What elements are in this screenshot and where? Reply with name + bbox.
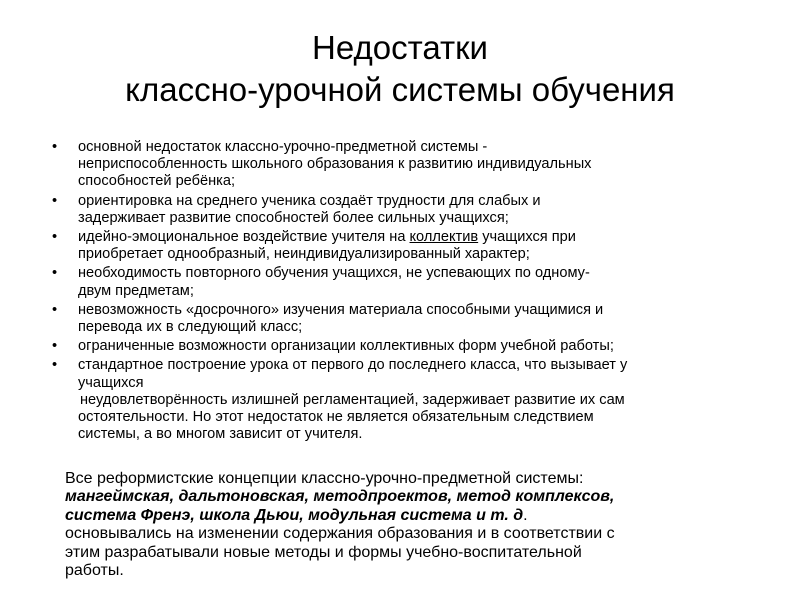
bullet-text: необходимость повторного обучения учащихся, не успевающих по одному- bbox=[78, 265, 590, 282]
page-title bbox=[0, 27, 800, 111]
summary-paragraph bbox=[65, 470, 765, 580]
bullet-text: приобретает однообразный, неиндивидуализированный характер; bbox=[78, 246, 530, 263]
bullet-list bbox=[52, 139, 752, 445]
summary-text: Все реформистские концепции классно-урочно-предметной системы: bbox=[65, 470, 584, 487]
bullet-icon: • bbox=[52, 338, 58, 355]
bullet-text: стандартное построение урока от первого до последнего класса, что вызывает у bbox=[78, 357, 628, 374]
bullet-text: задерживает развитие способностей более сильных учащихся; bbox=[78, 209, 509, 226]
summary-text-part: . bbox=[523, 506, 528, 524]
bullet-text: системы, а во многом зависит от учителя. bbox=[78, 426, 363, 443]
list-item bbox=[52, 265, 752, 299]
bullet-text: ограниченные возможности организации коллективных форм учебной работы; bbox=[78, 338, 614, 355]
bullet-icon: • bbox=[52, 139, 58, 155]
list-item bbox=[52, 302, 752, 336]
bullet-text: двум предметам; bbox=[78, 282, 194, 299]
list-item bbox=[52, 229, 752, 263]
title-line-1: Недостатки bbox=[312, 29, 488, 66]
summary-concepts: мангеймская, дальтоновская, методпроектов, метод комплексов, bbox=[65, 488, 615, 506]
bullet-text: способностей ребёнка; bbox=[78, 173, 236, 190]
title-line-2: классно-урочной системы обучения bbox=[125, 71, 675, 108]
bullet-text: неудовлетворённость излишней регламентацией, задерживает развитие их сам bbox=[80, 391, 625, 408]
summary-text: этим разрабатывали новые методы и формы учебно-воспитательной bbox=[65, 543, 582, 561]
bullet-icon: • bbox=[52, 301, 58, 318]
summary-concepts: система Френэ, школа Дьюи, модульная система и т. д bbox=[65, 506, 524, 524]
bullet-text bbox=[78, 229, 752, 246]
list-item bbox=[52, 357, 752, 443]
bullet-icon: • bbox=[52, 192, 58, 209]
list-item bbox=[52, 338, 752, 355]
bullet-icon: • bbox=[52, 357, 58, 374]
bullet-text: учащихся bbox=[78, 374, 144, 391]
bullet-icon: • bbox=[52, 229, 58, 246]
bullet-text-part: учащихся при bbox=[478, 229, 576, 246]
summary-text: работы. bbox=[65, 562, 124, 580]
bullet-text: остоятельности. Но этот недостаток не является обязательным следствием bbox=[78, 409, 594, 426]
bullet-text: перевода их в следующий класс; bbox=[78, 319, 303, 336]
collective-link[interactable]: коллектив bbox=[409, 229, 479, 246]
bullet-icon: • bbox=[52, 265, 58, 282]
bullet-text-part: идейно-эмоциональное воздействие учителя на bbox=[78, 229, 410, 246]
summary-text: основывались на изменении содержания образования и в соответствии с bbox=[65, 525, 615, 543]
summary-concepts-line bbox=[65, 507, 765, 525]
bullet-text: ориентировка на среднего ученика создаёт трудности для слабых и bbox=[78, 192, 541, 209]
bullet-text: неприспособленность школьного образования к развитию индивидуальных bbox=[78, 156, 592, 173]
list-item bbox=[52, 139, 752, 191]
list-item bbox=[52, 193, 752, 227]
bullet-text: невозможность «досрочного» изучения материала способными учащимися и bbox=[78, 301, 604, 318]
bullet-text: основной недостаток классно-урочно-предметной системы - bbox=[78, 139, 488, 155]
